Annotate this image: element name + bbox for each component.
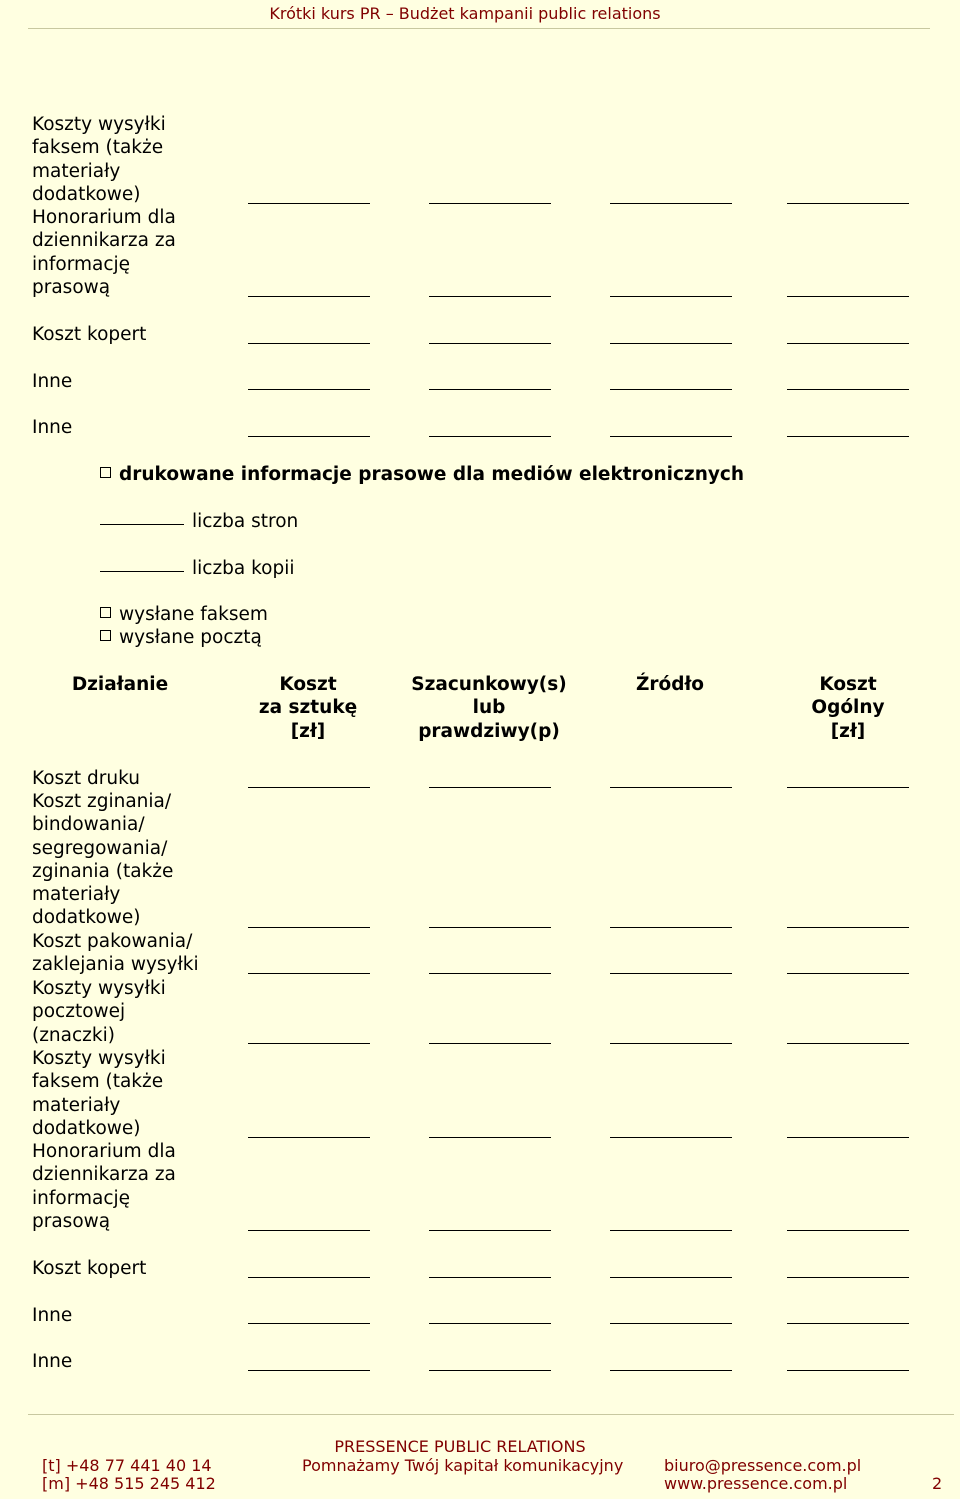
total-cost-blank xyxy=(787,436,909,437)
total-cost-blank xyxy=(787,1043,909,1044)
source-blank xyxy=(610,1137,732,1138)
pages-count-label: liczba stron xyxy=(192,511,299,532)
estimate-blank xyxy=(429,787,551,788)
footer-website[interactable]: www.pressence.com.pl xyxy=(664,1474,848,1493)
section-title-electronic xyxy=(100,463,744,486)
estimate-blank xyxy=(429,927,551,928)
column-header-total-cost xyxy=(770,673,926,743)
cost-per-unit-blank xyxy=(248,1323,370,1324)
estimate-blank xyxy=(429,1277,551,1278)
estimate-blank xyxy=(429,296,551,297)
source-blank xyxy=(610,787,732,788)
row-label: Koszt kopert xyxy=(32,324,147,345)
total-cost-blank xyxy=(787,973,909,974)
post-label: wysłane pocztą xyxy=(119,627,262,648)
row-label: Koszt druku xyxy=(32,768,140,789)
source-blank xyxy=(610,296,732,297)
row-label: Koszty wysyłki pocztowej (znaczki) xyxy=(32,978,166,1046)
section-title-text: drukowane informacje prasowe dla mediów elektronicznych xyxy=(119,464,745,485)
copies-count-field xyxy=(100,557,295,580)
copies-count-blank[interactable] xyxy=(100,571,184,572)
cost-per-unit-blank xyxy=(248,927,370,928)
cost-per-unit-blank xyxy=(248,1137,370,1138)
estimate-blank xyxy=(429,203,551,204)
header-divider xyxy=(28,28,930,29)
cost-per-unit-blank xyxy=(248,1277,370,1278)
total-cost-blank xyxy=(787,296,909,297)
pages-count-blank[interactable] xyxy=(100,524,184,525)
footer-mobile: [m] +48 515 245 412 xyxy=(42,1474,216,1493)
source-blank xyxy=(610,973,732,974)
row-label: Inne xyxy=(32,1351,73,1372)
row-label: Koszt kopert xyxy=(32,1258,147,1279)
row-label: Koszt zginania/ bindowania/ segregowania/ zginania (także materiały dodatkowe) xyxy=(32,791,174,929)
total-cost-blank xyxy=(787,1137,909,1138)
total-cost-blank xyxy=(787,343,909,344)
row-label: Inne xyxy=(32,371,73,392)
row-label: Inne xyxy=(32,417,73,438)
footer-divider xyxy=(28,1414,954,1415)
cost-per-unit-blank xyxy=(248,436,370,437)
total-cost-blank xyxy=(787,1277,909,1278)
source-blank xyxy=(610,1370,732,1371)
cost-per-unit-blank xyxy=(248,296,370,297)
estimate-blank xyxy=(429,1043,551,1044)
footer-email[interactable]: biuro@pressence.com.pl xyxy=(664,1456,862,1475)
sent-by-fax-option xyxy=(100,603,268,626)
row-label: Inne xyxy=(32,1305,73,1326)
pages-count-field xyxy=(100,510,298,533)
column-header-estimate xyxy=(394,673,584,743)
column-header-text: Źródło xyxy=(635,674,705,695)
estimate-blank xyxy=(429,1137,551,1138)
cost-per-unit-blank xyxy=(248,203,370,204)
estimate-blank xyxy=(429,1323,551,1324)
cost-per-unit-blank xyxy=(248,1370,370,1371)
total-cost-blank xyxy=(787,203,909,204)
estimate-blank xyxy=(429,389,551,390)
total-cost-blank xyxy=(787,1323,909,1324)
source-blank xyxy=(610,927,732,928)
column-header-text: Koszt za sztukę [zł] xyxy=(258,674,358,742)
checkbox-post[interactable] xyxy=(100,630,111,641)
total-cost-blank xyxy=(787,1230,909,1231)
page-number: 2 xyxy=(932,1474,943,1493)
sent-by-post-option xyxy=(100,626,262,649)
copies-count-label: liczba kopii xyxy=(192,558,295,579)
source-blank xyxy=(610,1323,732,1324)
cost-per-unit-blank xyxy=(248,787,370,788)
header-title: Krótki kurs PR – Budżet kampanii public relations xyxy=(269,4,661,23)
source-blank xyxy=(610,389,732,390)
column-header-text: Działanie xyxy=(71,674,169,695)
row-label: Honorarium dla dziennikarza za informację prasową xyxy=(32,207,176,298)
total-cost-blank xyxy=(787,787,909,788)
total-cost-blank xyxy=(787,1370,909,1371)
total-cost-blank xyxy=(787,389,909,390)
column-header-action xyxy=(40,673,200,696)
checkbox-electronic[interactable] xyxy=(100,467,111,478)
cost-per-unit-blank xyxy=(248,389,370,390)
cost-per-unit-blank xyxy=(248,973,370,974)
cost-per-unit-blank xyxy=(248,343,370,344)
source-blank xyxy=(610,203,732,204)
estimate-blank xyxy=(429,343,551,344)
column-header-unit-cost xyxy=(228,673,388,743)
cost-per-unit-blank xyxy=(248,1043,370,1044)
estimate-blank xyxy=(429,973,551,974)
cost-per-unit-blank xyxy=(248,1230,370,1231)
row-label: Koszty wysyłki faksem (także materiały dodatkowe) xyxy=(32,1048,166,1139)
footer-company: PRESSENCE PUBLIC RELATIONS xyxy=(334,1437,586,1456)
column-header-text: Szacunkowy(s) lub prawdziwy(p) xyxy=(411,674,567,742)
row-label: Koszty wysyłki faksem (także materiały dodatkowe) xyxy=(32,114,166,205)
estimate-blank xyxy=(429,1230,551,1231)
footer-phone: [t] +48 77 441 40 14 xyxy=(42,1456,212,1475)
source-blank xyxy=(610,1277,732,1278)
estimate-blank xyxy=(429,1370,551,1371)
source-blank xyxy=(610,1043,732,1044)
column-header-text: Koszt Ogólny [zł] xyxy=(811,674,885,742)
estimate-blank xyxy=(429,436,551,437)
footer-slogan: Pomnażamy Twój kapitał komunikacyjny xyxy=(302,1456,624,1475)
column-header-source xyxy=(600,673,740,696)
row-label: Honorarium dla dziennikarza za informację prasową xyxy=(32,1141,176,1232)
checkbox-fax[interactable] xyxy=(100,607,111,618)
source-blank xyxy=(610,1230,732,1231)
fax-label: wysłane faksem xyxy=(119,604,268,625)
source-blank xyxy=(610,343,732,344)
row-label: Koszt pakowania/ zaklejania wysyłki xyxy=(32,931,199,976)
source-blank xyxy=(610,436,732,437)
total-cost-blank xyxy=(787,927,909,928)
